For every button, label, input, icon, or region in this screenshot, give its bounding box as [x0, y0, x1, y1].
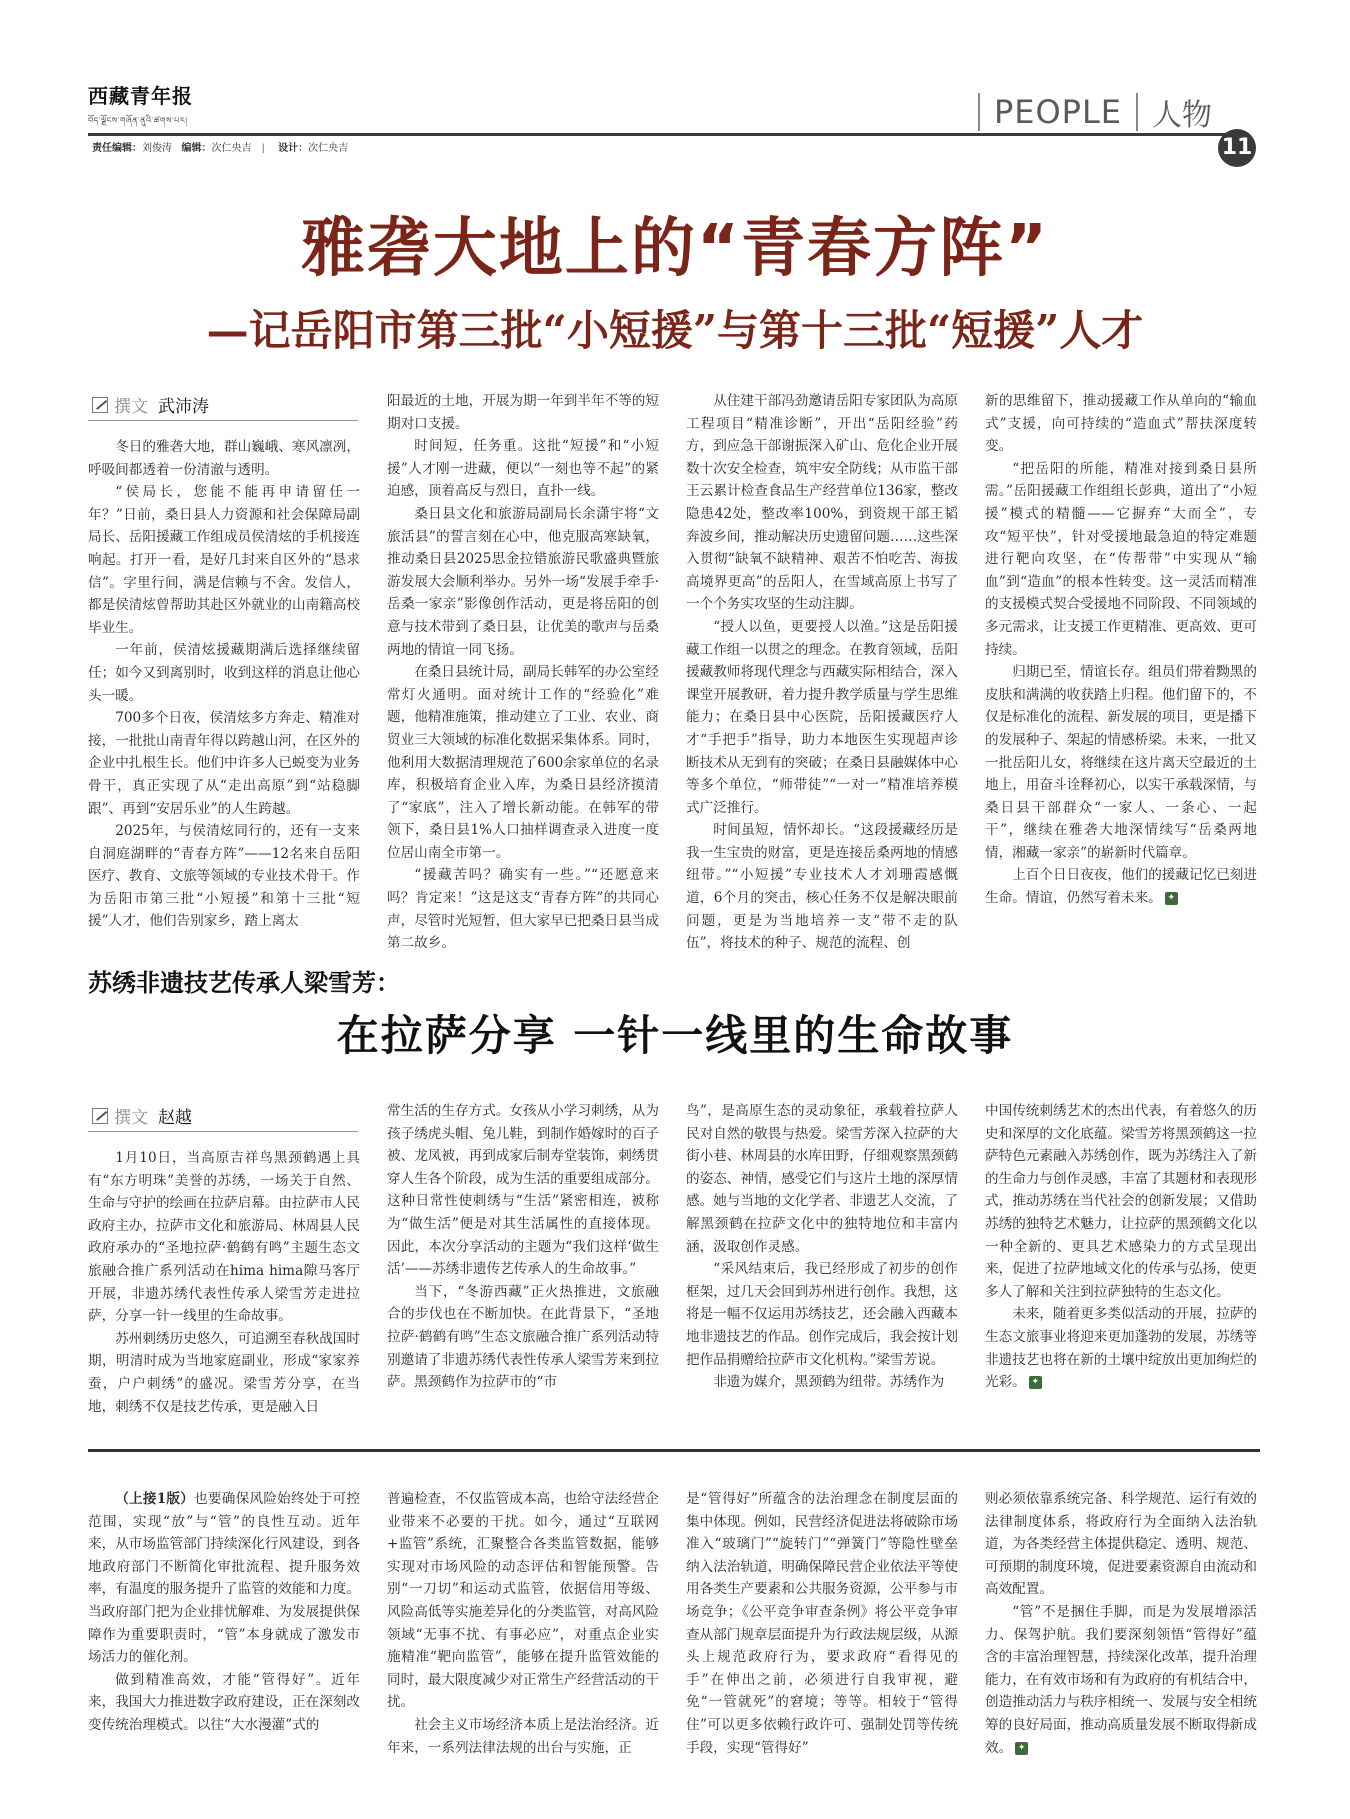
paragraph: 归期已至，情谊长存。组员们带着黝黑的皮肤和满满的收获踏上归程。他们留下的，不仅是标准化的流程、新发展的项目，更是播下的发展种子、架起的情感桥梁。未来，一批又一批岳阳儿女，将继续在这片离天空最近的土地上，用奋斗诠释初心，以实干承载深情，与桑日县干部群众“一家人、一条心、一起干”，继续在雅砻大地深情续写“岳桑两地情，湘藏一家亲”的崭新时代篇章。 [985, 664, 1257, 861]
article1-title: 雅砻大地上的“青春方阵” [300, 212, 1050, 286]
paragraph-text: 未来，随着更多类似活动的开展，拉萨的生态文旅事业将迎来更加蓬勃的发展，苏绣等非遗技艺也将在新的土壤中绽放出更加绚烂的光彩。 [985, 1306, 1257, 1391]
article3-column-2 [387, 1488, 659, 1800]
credit-label-3: 设计： [278, 143, 309, 154]
paragraph-last [985, 864, 1257, 909]
paragraph: 1月10日，当高原吉祥鸟黑颈鹤遇上具有“东方明珠”美誉的苏绣，一场关于自然、生命与守护的绘画在拉萨启幕。由拉萨市人民政府主办，拉萨市文化和旅游局、林周县人民政府承办的“圣地拉萨·鹤鹤有鸣”主题生态文旅融合推广系列活动在hima hima隙马客厅开展，非遗苏绣代表性传承人梁雪芳走进拉萨，分享一针一线里的生命故事。 [88, 1150, 360, 1325]
article1-column-3 [686, 390, 958, 952]
article2-column-1 [88, 1147, 360, 1437]
paragraph: 从住建干部冯劲邀请岳阳专家团队为高原工程项目“精准诊断”，开出“岳阳经验”药方，到应急干部谢振深入矿山、危化企业开展数十次安全检查，筑牢安全防线；从市监干部王云累计检查食品生产经营单位136家，整改隐患42处，整改率100%，到资规干部王韬奔波乡间，推动解决历史遗留问题……这些深入贯彻“缺氧不缺精神、艰苦不怕吃苦、海拔高境界更高”的岳阳人，在雪域高原上书写了一个个务实攻坚的生动注脚。 [686, 393, 958, 613]
paragraph: 鸟”，是高原生态的灵动象征，承载着拉萨人民对自然的敬畏与热爱。梁雪芳深入拉萨的大街小巷、林周县的水库田野，仔细观察黑颈鹤的姿态、神情，感受它们与这片土地的深厚情感。她与当地的文化学者、非遗艺人交流，了解黑颈鹤在拉萨文化中的独特地位和丰富内涵，汲取创作灵感。 [686, 1103, 958, 1255]
section-divider [1136, 93, 1138, 131]
end-mark-icon: ✦ [1165, 892, 1178, 905]
byline-label: 撰文 [114, 397, 148, 417]
article3-column-3 [686, 1488, 958, 1800]
article1-byline [92, 392, 209, 417]
newspaper-logo-subtitle: བོད་ལྗོངས་གཞོན་ནུའི་ཚགས་པར། [88, 116, 188, 125]
credit-value-1: 刘俊涛 [142, 143, 172, 154]
credit-label-2: 编辑： [181, 143, 212, 154]
paragraph: 时间虽短，情怀却长。“这段援藏经历是我一生宝贵的财富，更是连接岳桑两地的情感纽带。”“小短援”专业技术人才刘珊霞感慨道，6个月的突击，核心任务不仅是解决眼前问题，更是为当地培养一支“带不走的队伍”，将技术的种子、规范的流程、创 [686, 822, 958, 952]
byline-author: 赵越 [158, 1108, 192, 1128]
byline-rule [88, 1131, 358, 1132]
paragraph: 桑日县文化和旅游局副局长余潇宇将“文旅活县”的誓言刻在心中，他克服高寒缺氧，推动桑日县2025思金拉错旅游民歌盛典暨旅游发展大会顺利举办。另外一场“发展手牵手·岳桑一家亲”影像创作活动，更是将岳阳的创意与技术带到了桑日县，让优美的歌声与岳桑两地的情谊一同飞扬。 [387, 505, 659, 658]
section-title-cn: 人物 [1152, 98, 1212, 133]
paragraph: 非遗为媒介，黑颈鹤为纽带。苏绣作为 [713, 1374, 945, 1391]
credit-label-1: 责任编辑： [92, 143, 142, 154]
byline-rule [88, 420, 358, 421]
article2-column-4 [985, 1100, 1257, 1437]
editor-credits: 责任编辑：刘俊涛 编辑：次仁央吉 | 设计：次仁央吉 [92, 143, 349, 154]
pen-icon [92, 397, 108, 413]
paragraph: 普遍检查，不仅监管成本高，也给守法经营企业带来不必要的干扰。如今，通过“互联网+监管”系统，汇聚整合各类监管数据，能够实现对市场风险的动态评估和智能预警。告别“一刀切”和运动式监管，依据信用等级、风险高低等实施差异化的分类监管，对高风险领域“无事不扰、有事必应”，对重点企业实施精准“靶向监管”，能够在提升监管效能的同时，最大限度减少对正常生产经营活动的干扰。 [387, 1491, 659, 1711]
paragraph: “把岳阳的所能，精准对接到桑日县所需。”岳阳援藏工作组组长彭典，道出了“小短援”模式的精髓——它摒弃“大而全”，专攻“短平快”，针对受援地最急迫的特定难题进行靶向攻坚，在“传帮带”中实现从“输血”到“造血”的根本性转变。这一灵活而精准的支援模式契合受援地不同阶段、不同领域的多元需求，让支援工作更精准、更高效、更可持续。 [985, 460, 1257, 658]
paragraph: 冬日的雅砻大地，群山巍峨、寒风凛冽，呼吸间都透着一份清澈与透明。 [88, 439, 360, 478]
paragraph: 一年前，侯清炫援藏期满后选择继续留任；如今又到离别时，收到这样的消息让他心头一暖。 [88, 642, 360, 704]
paragraph: “援藏苦吗？确实有一些。”“还愿意来吗？肯定来！”这是这支“青春方阵”的共同心声，尽管时光短暂，但大家早已把桑日县当成第二故乡。 [387, 867, 659, 952]
article3-column-4 [985, 1488, 1257, 1800]
paragraph: “采风结束后，我已经形成了初步的创作框架，过几天会回到苏州进行创作。我想，这将是一幅不仅运用苏绣技艺，还会融入西藏本地非遗技艺的作品。创作完成后，我会按计划把作品捐赠给拉萨市文化机构。”梁雪芳说。 [686, 1261, 958, 1368]
paragraph-text: 也要确保风险始终处于可控范围，实现“放”与“管”的良性互动。近年来，从市场监管部门持续深化行风建设，到各地政府部门不断简化审批流程、提升服务效率，有温度的服务提升了监管的效能和力度。当政府部门把为企业排忧解难、为发展提供保障作为重要职责时，“管”本身就成了激发市场活力的催化剂。 [88, 1491, 360, 1666]
paragraph: 阳最近的土地，开展为期一年到半年不等的短期对口支援。 [387, 393, 659, 432]
newspaper-logo: 西藏青年报 [88, 84, 193, 108]
article1-column-4 [985, 390, 1257, 906]
credit-value-2: 次仁央吉 [211, 143, 252, 154]
article2-column-2 [387, 1100, 659, 1437]
article2-column-3 [686, 1100, 958, 1437]
paragraph: 时间短，任务重。这批“短援”和“小短援”人才刚一进藏，便以“一刻也等不起”的紧迫感，顶着高反与烈日，直扑一线。 [387, 438, 659, 500]
paragraph: 在桑日县统计局，副局长韩军的办公室经常灯火通明。面对统计工作的“经验化”难题，他精准施策，推动建立了工业、农业、商贸业三大领域的标准化数据采集体系。同时，他利用大数据清理规范了600余家单位的名录库，积极培育企业入库，为桑日县经济摸清了“家底”，注入了增长新动能。在韩军的带领下，桑日县1%人口抽样调查录入进度一度位居山南全市第一。 [387, 664, 659, 861]
section-header [964, 90, 1212, 134]
continued-label: （上接1版） [115, 1491, 195, 1507]
end-mark-icon: ✦ [1015, 1742, 1028, 1755]
credit-value-3: 次仁央吉 [308, 143, 349, 154]
masthead [88, 80, 193, 134]
article2-pre-title: 苏绣非遗技艺传承人梁雪芳： [88, 968, 400, 997]
article1-column-2 [387, 390, 659, 952]
paragraph-last [985, 1601, 1257, 1759]
paragraph: 2025年，与侯清炫同行的，还有一支来自洞庭湖畔的“青春方阵”——12名来自岳阳医疗、教育、文旅等领域的专业技术骨干。作为岳阳市第三批“小短援”和第十三批“短援”人才，他们告别家乡，踏上离太 [88, 823, 360, 930]
paragraph-text: 上百个日日夜夜，他们的援藏记忆已刻进生命。情谊，仍然写着未来。 [985, 867, 1257, 907]
paragraph: 做到精准高效，才能“管得好”。近年来，我国大力推进数字政府建设，正在深刻改变传统治理模式。以往“大水漫灌”式的 [88, 1671, 360, 1733]
end-mark-icon: ✦ [1029, 1376, 1042, 1389]
article1-column-1 [88, 436, 360, 930]
article1-subtitle: —记岳阳市第三批“小短援”与第十三批“短援”人才 [206, 306, 1144, 355]
paragraph-text: “管”不是捆住手脚，而是为发展增添活力、保驾护航。我们要深刻领悟“管得好”蕴含的丰富治理智慧，持续深化改革，提升治理能力，在有效市场和有为政府的有机结合中，创造推动活力与秩序相统一、发展与安全相统筹的良好局面，推动高质量发展不断取得新成效。 [985, 1603, 1257, 1756]
byline-label: 撰文 [114, 1108, 148, 1128]
pen-icon [92, 1108, 108, 1124]
byline-author: 武沛涛 [158, 397, 209, 417]
paragraph: 社会主义市场经济本质上是法治经济。近年来，一系列法律法规的出台与实施，正 [387, 1716, 659, 1756]
paragraph: 苏州刺绣历史悠久，可追溯至春秋战国时期，明清时成为当地家庭副业，形成“家家养蚕，户户刺绣”的盛况。梁雪芳分享，在当地，刺绣不仅是技艺传承，更是融入日 [88, 1330, 360, 1415]
section-divider-rule [88, 1449, 1260, 1452]
article2-byline [92, 1103, 192, 1128]
section-title-en: PEOPLE [993, 93, 1122, 131]
paragraph: 700多个日夜，侯清炫多方奔走、精准对接，一批批山南青年得以跨越山河，在区外的企业中扎根生长。他们中许多人已蜕变为业务骨干，真正实现了从“走出高原”到“站稳脚跟”、再到“安居乐业”的人生跨越。 [88, 710, 360, 817]
article2-title: 在拉萨分享 一针一线里的生命故事 [336, 1011, 1014, 1060]
paragraph: 常生活的生存方式。女孩从小学习刺绣，从为孩子绣虎头帽、兔儿鞋，到制作婚嫁时的百子被、龙凤被，再到成家后制寿堂装饰，刺绣贯穿人生各个阶段，成为生活的重要组成部分。这种日常性使刺绣与“生活”紧密相连，被称为“做生活”便是对其生活属性的直接体现。因此，本次分享活动的主题为“我们这样‘做生活’——苏绣非遗传艺传承人的生命故事。” [387, 1103, 659, 1278]
paragraph: 是“管得好”所蕴含的法治理念在制度层面的集中体现。例如，民营经济促进法将破除市场准入“玻璃门”“旋转门”“弹簧门”等隐性壁垒纳入法治轨道，明确保障民营企业依法平等使用各类生产要素和公共服务资源，公平参与市场竞争；《公平竞争审查条例》将公平竞争审查从部门规章层面提升为行政法规层级，从源头上规范政府行为，要求政府“看得见的手”在伸出之前，必须进行自我审视，避免“一管就死”的窘境；等等。相较于“管得住”可以更多依赖行政许可、强制处罚等传统手段，实现“管得好” [686, 1491, 958, 1756]
paragraph: “授人以鱼，更要授人以渔。”这是岳阳援藏工作组一以贯之的理念。在教育领域，岳阳援藏教师将现代理念与西藏实际相结合，深入课堂开展教研，着力提升教学质量与学生思维能力；在桑日县中心医院，岳阳援藏医疗人才“手把手”指导，助力本地医生实现超声诊断技术从无到有的突破；在桑日县融媒体中心等多个单位，“师带徒”“一对一”精准培养模式广泛推行。 [686, 618, 958, 816]
paragraph [88, 1488, 360, 1669]
paragraph: 当下，“冬游西藏”正火热推进，文旅融合的步伐也在不断加快。在此背景下，“圣地拉萨·鹤鹤有鸣”生态文旅融合推广系列活动特别邀请了非遗苏绣代表性传承人梁雪芳来到拉萨。黑颈鹤作为拉萨市的“市 [387, 1283, 659, 1391]
paragraph: 则必须依靠系统完备、科学规范、运行有效的法律制度体系，将政府行为全面纳入法治轨道，为各类经营主体提供稳定、透明、规范、可预期的制度环境，促进要素资源自由流动和高效配置。 [985, 1491, 1257, 1598]
paragraph: 中国传统刺绣艺术的杰出代表，有着悠久的历史和深厚的文化底蕴。梁雪芳将黑颈鹤这一拉萨特色元素融入苏绣创作，既为苏绣注入了新的生命力与创作灵感，丰富了其题材和表现形式，推动苏绣在当代社会的创新发展；又借助苏绣的独特艺术魅力，让拉萨的黑颈鹤文化以一种全新的、更具艺术感染力的方式呈现出来，促进了拉萨地域文化的传承与弘扬，使更多人了解和关注到拉萨独特的生态文化。 [985, 1103, 1257, 1300]
paragraph-last [985, 1303, 1257, 1393]
article3-column-1 [88, 1488, 360, 1800]
section-divider [978, 93, 980, 131]
paragraph: “侯局长，您能不能再申请留任一年？”日前，桑日县人力资源和社会保障局副局长、岳阳援藏工作组成员侯清炫的手机接连响起。打开一看，是好几封来自区外的“恳求信”。字里行间，满是信赖与不舍。发信人，都是侯清炫曾帮助其赴区外就业的山南籍高校毕业生。 [88, 484, 360, 636]
paragraph: 新的思维留下，推动援藏工作从单向的“输血式”支援，向可持续的“造血式”帮扶深度转变。 [985, 393, 1257, 455]
page-number: 11 [1218, 129, 1256, 167]
